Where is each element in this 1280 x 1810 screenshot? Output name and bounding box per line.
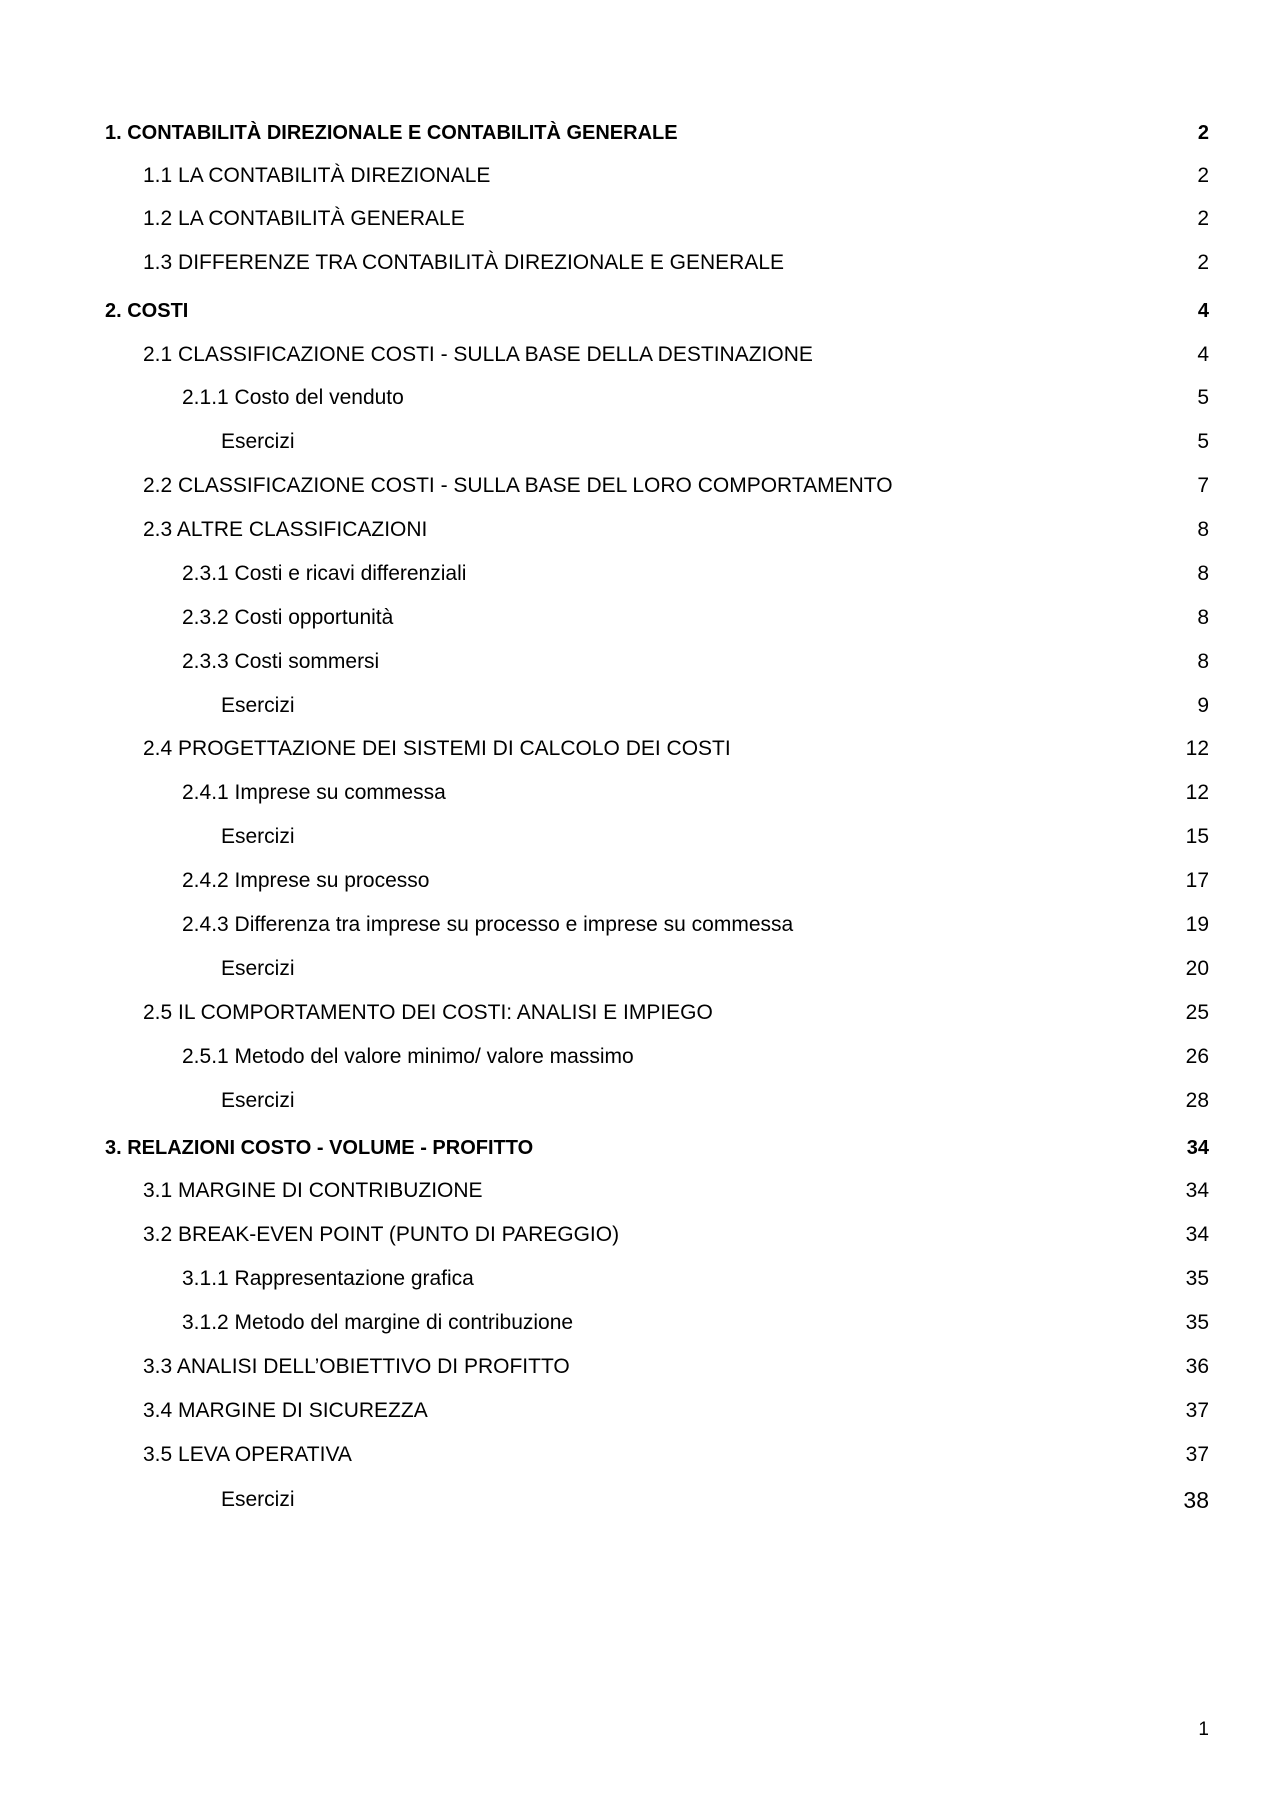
toc-entry-label: Esercizi xyxy=(221,1488,295,1511)
toc-entry-page: 20 xyxy=(1185,957,1209,980)
toc-entry[interactable] xyxy=(0,248,1280,278)
toc-entry[interactable] xyxy=(0,998,1280,1028)
toc-entry-label: 3.1.2 Metodo del margine di contribuzione xyxy=(182,1311,574,1334)
toc-entry-label: 3.5 LEVA OPERATIVA xyxy=(143,1443,352,1466)
toc-entry-label: 3.1.1 Rappresentazione grafica xyxy=(182,1267,474,1290)
toc-entry-label: 2.5.1 Metodo del valore minimo/ valore massimo xyxy=(182,1045,634,1068)
toc-entry-page: 5 xyxy=(1197,430,1209,453)
toc-entry[interactable] xyxy=(0,1352,1280,1382)
toc-entry[interactable] xyxy=(0,603,1280,633)
toc-entry[interactable] xyxy=(0,1308,1280,1338)
toc-entry-page: 17 xyxy=(1185,869,1209,892)
toc-entry-label: 2.3.1 Costi e ricavi differenziali xyxy=(182,562,467,585)
toc-entry[interactable] xyxy=(0,161,1280,191)
toc-entry-page: 34 xyxy=(1185,1179,1209,1202)
toc-entry-page: 37 xyxy=(1185,1443,1209,1466)
toc-entry-page: 2 xyxy=(1197,251,1209,274)
toc-entry-page: 12 xyxy=(1185,781,1209,804)
toc-entry-label: 2.1.1 Costo del venduto xyxy=(182,386,404,409)
toc-entry-label: 2.5 IL COMPORTAMENTO DEI COSTI: ANALISI E IMPIEGO xyxy=(143,1001,713,1024)
toc-entry-page: 26 xyxy=(1185,1045,1209,1068)
toc-entry[interactable] xyxy=(0,515,1280,545)
toc-entry-label: 1.1 LA CONTABILITÀ DIREZIONALE xyxy=(143,164,491,187)
toc-entry-label: 3.1 MARGINE DI CONTRIBUZIONE xyxy=(143,1179,483,1202)
toc-entry-label: 2.3.3 Costi sommersi xyxy=(182,650,380,673)
toc-entry-page: 5 xyxy=(1197,386,1209,409)
toc-entry[interactable] xyxy=(0,1176,1280,1206)
toc-entry-page: 19 xyxy=(1185,913,1209,936)
toc-entry[interactable] xyxy=(0,1042,1280,1072)
toc-entry-page: 38 xyxy=(1183,1487,1209,1513)
toc-entry-label: 2.4.2 Imprese su processo xyxy=(182,869,430,892)
toc-entry[interactable] xyxy=(0,559,1280,589)
toc-entry-page: 37 xyxy=(1185,1399,1209,1422)
page-number: 1 xyxy=(1198,1719,1209,1740)
toc-entry[interactable] xyxy=(0,954,1280,984)
toc-entry-page: 4 xyxy=(1197,300,1209,322)
toc-entry[interactable] xyxy=(0,427,1280,457)
toc-entry[interactable] xyxy=(0,1133,1280,1163)
toc-entry-page: 8 xyxy=(1197,650,1209,673)
toc-entry-page: 36 xyxy=(1185,1355,1209,1378)
toc-entry[interactable] xyxy=(0,1396,1280,1426)
toc-entry[interactable] xyxy=(0,383,1280,413)
toc-entry-page: 34 xyxy=(1186,1137,1209,1159)
toc-entry[interactable] xyxy=(0,1485,1280,1515)
toc-entry-label: 2.2 CLASSIFICAZIONE COSTI - SULLA BASE DEL LORO COMPORTAMENTO xyxy=(143,474,893,497)
toc-entry-page: 8 xyxy=(1197,518,1209,541)
toc-entry[interactable] xyxy=(0,118,1280,148)
toc-entry-page: 2 xyxy=(1197,122,1209,144)
toc-entry-page: 25 xyxy=(1185,1001,1209,1024)
toc-entry[interactable] xyxy=(0,204,1280,234)
toc-entry-label: 2.4.1 Imprese su commessa xyxy=(182,781,446,804)
toc-entry[interactable] xyxy=(0,734,1280,764)
toc-entry-label: 2.3.2 Costi opportunità xyxy=(182,606,394,629)
toc-entry-page: 15 xyxy=(1185,825,1209,848)
toc-entry-page: 8 xyxy=(1197,606,1209,629)
toc-entry-label: 2.1 CLASSIFICAZIONE COSTI - SULLA BASE DELLA DESTINAZIONE xyxy=(143,343,813,366)
toc-entry-page: 2 xyxy=(1197,207,1209,230)
toc-entry-page: 34 xyxy=(1185,1223,1209,1246)
toc-entry-page: 35 xyxy=(1185,1311,1209,1334)
toc-entry[interactable] xyxy=(0,1220,1280,1250)
toc-entry-page: 35 xyxy=(1185,1267,1209,1290)
toc-entry[interactable] xyxy=(0,866,1280,896)
toc-entry-label: 1. CONTABILITÀ DIREZIONALE E CONTABILITÀ GENERALE xyxy=(105,122,678,144)
toc-entry-label: 1.2 LA CONTABILITÀ GENERALE xyxy=(143,207,465,230)
toc-entry-page: 12 xyxy=(1185,737,1209,760)
toc-entry-label: 2. COSTI xyxy=(105,300,189,322)
toc-entry-label: 3.2 BREAK-EVEN POINT (PUNTO DI PAREGGIO) xyxy=(143,1223,620,1246)
toc-entry-label: 1.3 DIFFERENZE TRA CONTABILITÀ DIREZIONALE E GENERALE xyxy=(143,251,785,274)
toc-entry-label: 3. RELAZIONI COSTO - VOLUME - PROFITTO xyxy=(105,1137,534,1159)
toc-entry[interactable] xyxy=(0,1440,1280,1470)
toc-entry[interactable] xyxy=(0,296,1280,326)
toc-entry[interactable] xyxy=(0,471,1280,501)
toc-entry-page: 2 xyxy=(1197,164,1209,187)
toc-entry[interactable] xyxy=(0,910,1280,940)
toc-entry-page: 4 xyxy=(1197,343,1209,366)
toc-entry[interactable] xyxy=(0,691,1280,721)
toc-entry-label: Esercizi xyxy=(221,694,295,717)
toc-entry[interactable] xyxy=(0,340,1280,370)
toc-entry-label: 2.4 PROGETTAZIONE DEI SISTEMI DI CALCOLO DEI COSTI xyxy=(143,737,731,760)
toc-entry-label: Esercizi xyxy=(221,430,295,453)
toc-entry[interactable] xyxy=(0,647,1280,677)
toc-entry[interactable] xyxy=(0,1086,1280,1116)
toc-entry-label: Esercizi xyxy=(221,825,295,848)
toc-entry[interactable] xyxy=(0,778,1280,808)
toc-entry-page: 28 xyxy=(1185,1089,1209,1112)
toc-entry-label: 3.4 MARGINE DI SICUREZZA xyxy=(143,1399,428,1422)
toc-entry-page: 9 xyxy=(1197,694,1209,717)
toc-entry-label: 2.3 ALTRE CLASSIFICAZIONI xyxy=(143,518,428,541)
toc-entry-page: 7 xyxy=(1197,474,1209,497)
toc-entry[interactable] xyxy=(0,822,1280,852)
toc-entry-label: 3.3 ANALISI DELL’OBIETTIVO DI PROFITTO xyxy=(143,1355,570,1378)
toc-entry-label: Esercizi xyxy=(221,957,295,980)
toc-entry-page: 8 xyxy=(1197,562,1209,585)
toc-entry[interactable] xyxy=(0,1264,1280,1294)
toc-entry-label: Esercizi xyxy=(221,1089,295,1112)
toc-entry-label: 2.4.3 Differenza tra imprese su processo e imprese su commessa xyxy=(182,913,794,936)
